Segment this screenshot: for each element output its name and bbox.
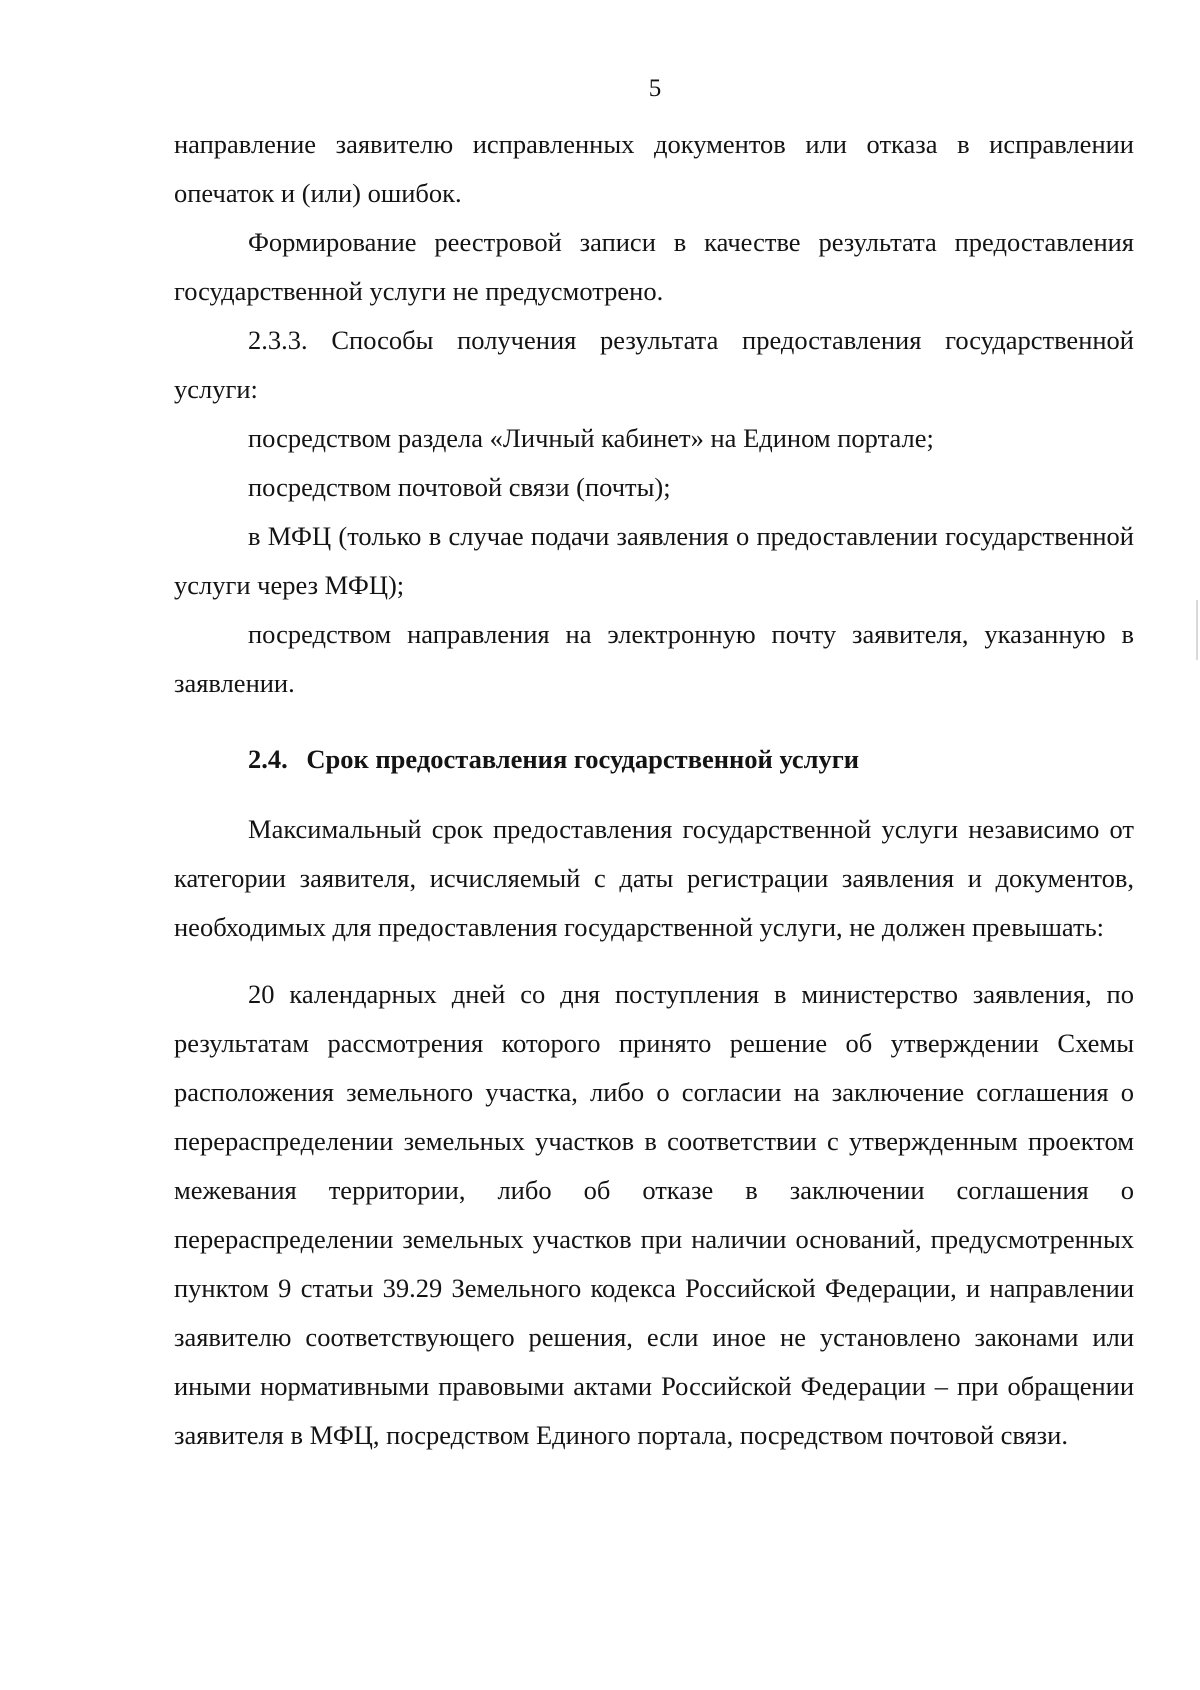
page-number: 5 <box>648 75 662 102</box>
paragraph-20-days: 20 календарных дней со дня поступления в министерство заявления, по результатам рассмотрения которого принято решение об утверждении Схемы расположения земельного участка, либо о согласии на заключение соглашения о перераспределении земельных участков в соответствии с утвержденным проектом межевания территории, либо об отказе в заключении соглашения о перераспределении земельных участков при наличии оснований, предусмотренных пунктом 9 статьи 39.29 Земельного кодекса Российской Федерации, и направлении заявителю соответствующего решения, если иное не установлено законами или иными нормативными правовыми актами Российской Федерации – при обращении заявителя в МФЦ, посредством Единого портала, посредством почтовой связи. <box>174 979 1134 1450</box>
section-heading-2-4 <box>174 735 1134 784</box>
paragraph-max-term: Максимальный срок предоставления государственной услуги независимо от категории заявителя, исчисляемый с даты регистрации заявления и документов, необходимых для предоставления государственной услуги, не должен превышать: <box>174 814 1134 942</box>
paragraph-2-3-3-methods: 2.3.3. Способы получения результата предоставления государственной услуги: <box>174 325 1134 404</box>
document-body <box>174 120 1134 1460</box>
section-heading-title: Срок предоставления государственной услуги <box>306 744 860 774</box>
section-heading-number: 2.4. <box>248 744 288 774</box>
paragraph-registry-record: Формирование реестровой записи в качестве результата предоставления государственной услуги не предусмотрено. <box>174 227 1134 306</box>
scan-edge-mark <box>1196 600 1198 660</box>
paragraph-method-post: посредством почтовой связи (почты); <box>248 472 671 502</box>
paragraph-method-mfc: в МФЦ (только в случае подачи заявления о предоставлении государственной услуги через МФЦ); <box>174 521 1134 600</box>
paragraph-correction-result: направление заявителю исправленных документов или отказа в исправлении опечаток и (или) ошибок. <box>174 129 1134 208</box>
paragraph-method-email: посредством направления на электронную почту заявителя, указанную в заявлении. <box>174 619 1134 698</box>
paragraph-method-personal-account: посредством раздела «Личный кабинет» на Едином портале; <box>248 423 934 453</box>
